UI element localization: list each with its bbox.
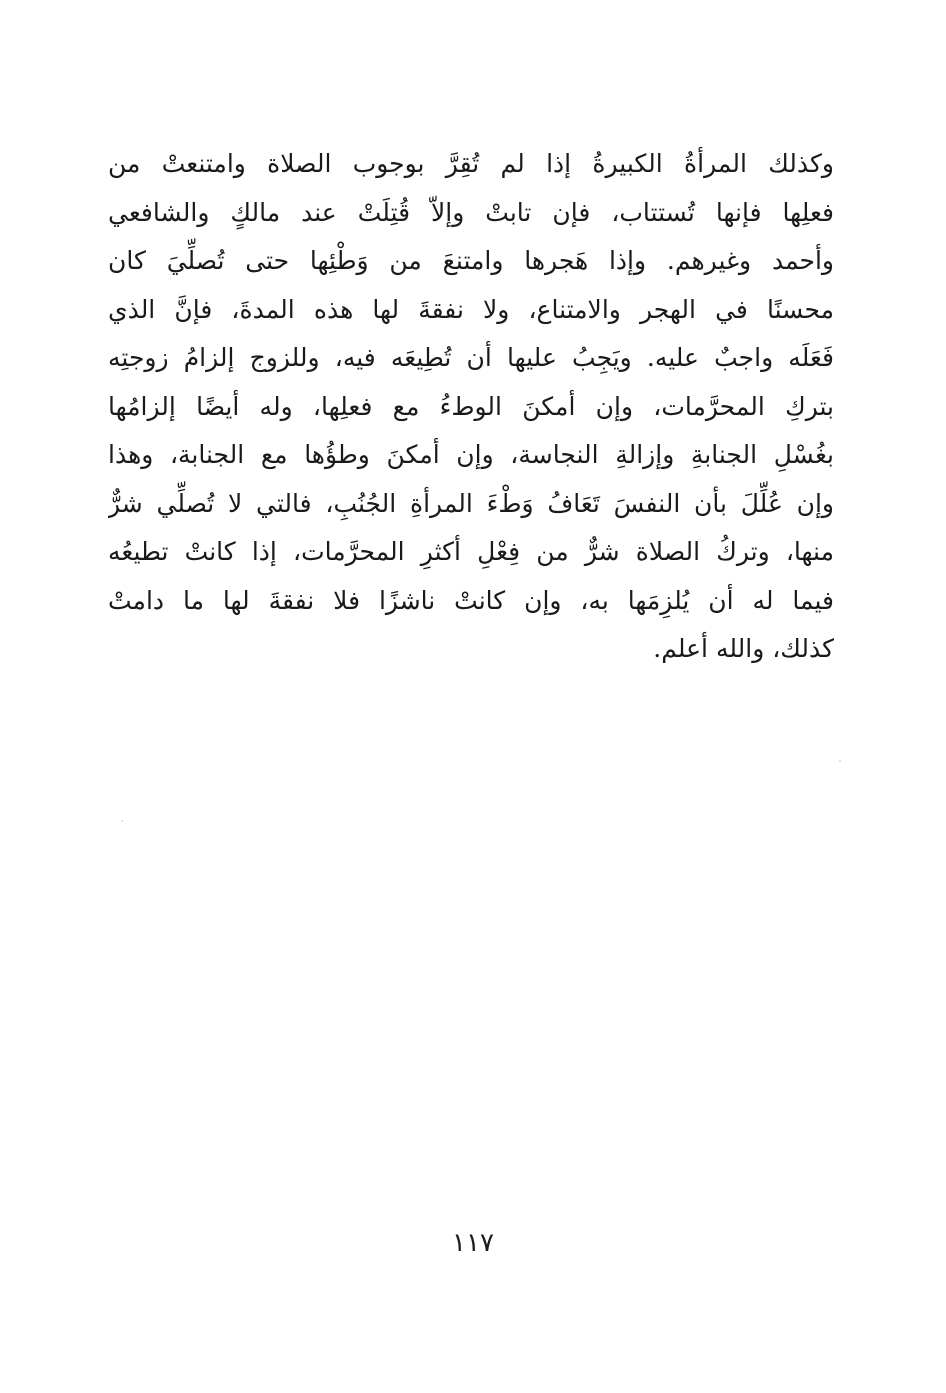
page-number: ١١٧: [452, 1228, 494, 1258]
text-line: محسنًا في الهجر والامتناع، ولا نفقةَ لها هذه المدةَ، فإنَّ الذي: [108, 294, 834, 324]
text-line: بغُسْلِ الجنابةِ وإزالةِ النجاسة، وإن أمكنَ وطؤُها مع الجنابة، وهذا: [108, 440, 834, 469]
text-line: فيما له أن يُلزِمَها به، وإن كانتْ ناشزًا فلا نفقةَ لها ما دامتْ: [108, 585, 834, 615]
scan-speck: [839, 760, 841, 762]
text-line: وكذلك المرأةُ الكبيرةُ إذا لم تُقِرَّ بوجوب الصلاة وامتنعتْ من: [108, 149, 834, 178]
text-line: وإن عُلِّلَ بأن النفسَ تَعَافُ وَطْءَ المرأةِ الجُنُبِ، فالتي لا تُصلِّي شرٌّ: [108, 488, 834, 518]
text-line: كذلك، والله أعلم.: [653, 634, 834, 663]
text-line: وأحمد وغيرهم. وإذا هَجرها وامتنعَ من وَطْئِها حتى تُصلِّيَ كان: [108, 246, 834, 275]
scan-speck: [121, 820, 123, 822]
text-line: فعلِها فإنها تُستتاب، فإن تابتْ وإلاّ قُتِلَتْ عند مالكٍ والشافعي: [108, 197, 834, 227]
text-line: بتركِ المحرَّمات، وإن أمكنَ الوطءُ مع فعلِها، وله أيضًا إلزامُها: [108, 391, 834, 421]
text-line: فَعَلَه واجبٌ عليه. ويَجِبُ عليها أن تُطِيعَه فيه، وللزوج إلزامُ زوجتِه: [108, 343, 834, 372]
body-paragraph: [108, 140, 834, 674]
text-line: منها، وتركُ الصلاة شرٌّ من فِعْلِ أكثرِ المحرَّمات، إذا كانتْ تطيعُه: [108, 537, 834, 566]
